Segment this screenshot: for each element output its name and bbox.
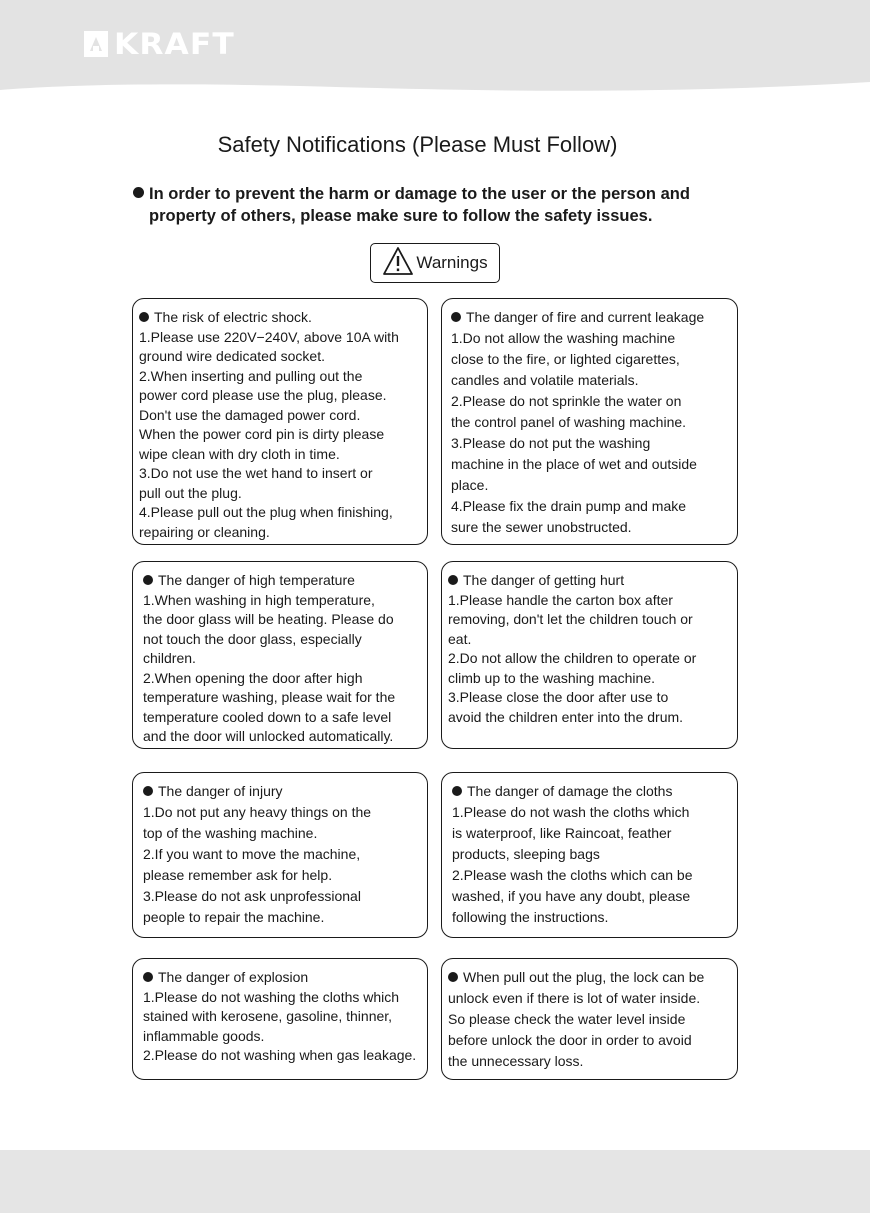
- notice-line: When the power cord pin is dirty please: [139, 426, 385, 442]
- notice-line: 2.When opening the door after high: [143, 669, 363, 686]
- notice-line: 4.Please fix the drain pump and make: [451, 497, 687, 514]
- notice-box-injury: [132, 772, 428, 938]
- header-band: [0, 0, 870, 95]
- notice-heading-text: The danger of injury: [158, 783, 283, 799]
- bullet-icon: [139, 312, 149, 322]
- intro-line-1: In order to prevent the harm or damage to the user or the person and: [149, 185, 690, 203]
- notice-line: So please check the water level inside: [448, 1010, 686, 1027]
- notice-line: 1.Please do not wash the cloths which: [452, 803, 690, 820]
- bullet-icon: [448, 972, 458, 982]
- notice-box-getting-hurt: [441, 561, 738, 749]
- notice-heading: [452, 782, 729, 802]
- notice-line: wipe clean with dry cloth in time.: [139, 445, 340, 462]
- notice-line: 2.Do not allow the children to operate or: [448, 650, 697, 666]
- notice-line: 1.When washing in high temperature,: [143, 591, 375, 608]
- notice-line: washed, if you have any doubt, please: [452, 887, 691, 904]
- notice-line: temperature washing, please wait for the: [143, 689, 396, 705]
- bullet-icon: [143, 972, 153, 982]
- warnings-label: Warnings: [416, 253, 488, 272]
- notice-line: please remember ask for help.: [143, 866, 333, 883]
- notice-line: children.: [143, 650, 196, 666]
- notice-heading: [448, 571, 729, 591]
- notice-line: candles and volatile materials.: [451, 371, 639, 388]
- bullet-icon: [133, 187, 144, 198]
- bullet-icon: [452, 786, 462, 796]
- notice-line: 2.Please do not sprinkle the water on: [451, 392, 682, 409]
- notice-line: 3.Please do not ask unprofessional: [143, 887, 361, 904]
- notice-line: pull out the plug.: [139, 484, 242, 501]
- notice-heading-text: The danger of getting hurt: [463, 572, 625, 588]
- notice-line: 3.Do not use the wet hand to insert or: [139, 465, 373, 481]
- notice-line: unlock even if there is lot of water inside.: [448, 989, 701, 1006]
- notice-line: 1.Please do not washing the cloths which: [143, 988, 400, 1005]
- footer-band: [0, 1150, 870, 1213]
- notice-line: and the door will unlocked automatically.: [143, 728, 394, 744]
- notice-line: stained with kerosene, gasoline, thinner,: [143, 1008, 393, 1024]
- notice-line: Don't use the damaged power cord.: [139, 406, 361, 423]
- notice-line: is waterproof, like Raincoat, feather: [452, 824, 672, 841]
- notice-heading: [448, 968, 729, 988]
- notice-line: following the instructions.: [452, 908, 609, 925]
- notice-line: close to the fire, or lighted cigarettes,: [451, 350, 680, 367]
- notice-line: 1.Please use 220V−240V, above 10A with: [139, 328, 399, 345]
- brand-logo: [84, 27, 235, 61]
- notice-box-explosion: [132, 958, 428, 1080]
- notice-box-high-temperature: [132, 561, 428, 749]
- notice-line: 1.Please handle the carton box after: [448, 591, 673, 608]
- brand-mark-icon: [84, 31, 108, 57]
- page-title: Safety Notifications (Please Must Follow): [217, 132, 618, 157]
- notice-line: the control panel of washing machine.: [451, 413, 687, 430]
- notice-box-plug-lock: [441, 958, 738, 1080]
- notice-line: power cord please use the plug, please.: [139, 387, 387, 403]
- notice-line: eat.: [448, 630, 472, 647]
- intro-notice: [133, 183, 733, 227]
- notice-heading-text: The danger of explosion: [158, 969, 309, 985]
- notice-line: 4.Please pull out the plug when finishing,: [139, 504, 393, 520]
- notice-line: the door glass will be heating. Please do: [143, 611, 394, 627]
- notice-line: people to repair the machine.: [143, 908, 325, 925]
- notice-line: repairing or cleaning.: [139, 523, 270, 540]
- notice-line: machine in the place of wet and outside: [451, 455, 697, 472]
- bullet-icon: [143, 575, 153, 585]
- notice-heading-text: The danger of high temperature: [158, 572, 355, 588]
- notice-heading: [143, 782, 419, 802]
- notice-box-damage-cloths: [441, 772, 738, 938]
- notice-box-electric-shock: [132, 298, 428, 545]
- notice-line: temperature cooled down to a safe level: [143, 708, 392, 725]
- notice-line: before unlock the door in order to avoid: [448, 1031, 692, 1048]
- notice-heading-text: The danger of damage the cloths: [467, 783, 673, 799]
- bullet-icon: [143, 786, 153, 796]
- notice-line: not touch the door glass, especially: [143, 630, 362, 647]
- notice-line: 2.Please wash the cloths which can be: [452, 866, 693, 883]
- bullet-icon: [448, 575, 458, 585]
- notice-line: 2.When inserting and pulling out the: [139, 367, 363, 384]
- notice-line: 1.Do not allow the washing machine: [451, 329, 676, 346]
- notice-heading: [139, 308, 419, 328]
- intro-line-2: property of others, please make sure to follow the safety issues.: [149, 207, 653, 225]
- notice-line: top of the washing machine.: [143, 824, 318, 841]
- notice-heading-text: The risk of electric shock.: [154, 309, 312, 325]
- notice-line: place.: [451, 476, 489, 493]
- notice-box-fire-leakage: [441, 298, 738, 545]
- notice-heading: [451, 308, 729, 328]
- bullet-icon: [451, 312, 461, 322]
- notice-line: 3.Please do not put the washing: [451, 434, 651, 451]
- notice-heading-text: When pull out the plug, the lock can be: [463, 969, 705, 985]
- notice-line: avoid the children enter into the drum.: [448, 708, 684, 725]
- notice-line: the unnecessary loss.: [448, 1052, 584, 1069]
- notice-line: sure the sewer unobstructed.: [451, 518, 632, 535]
- notice-line: inflammable goods.: [143, 1027, 265, 1044]
- notice-line: products, sleeping bags: [452, 845, 600, 862]
- notice-line: climb up to the washing machine.: [448, 669, 655, 686]
- notice-line: 2.If you want to move the machine,: [143, 845, 361, 862]
- notice-line: 1.Do not put any heavy things on the: [143, 803, 372, 820]
- warning-triangle-icon: [382, 246, 414, 276]
- brand-name: KRAFT: [114, 27, 235, 61]
- notice-line: 3.Please close the door after use to: [448, 689, 669, 705]
- notice-line: ground wire dedicated socket.: [139, 348, 325, 364]
- notice-heading: [143, 571, 419, 591]
- notice-line: removing, don't let the children touch or: [448, 611, 693, 627]
- notice-line: 2.Please do not washing when gas leakage.: [143, 1047, 417, 1063]
- warnings-label-box: [370, 243, 500, 283]
- notice-heading: [143, 968, 419, 988]
- notice-heading-text: The danger of fire and current leakage: [466, 309, 705, 325]
